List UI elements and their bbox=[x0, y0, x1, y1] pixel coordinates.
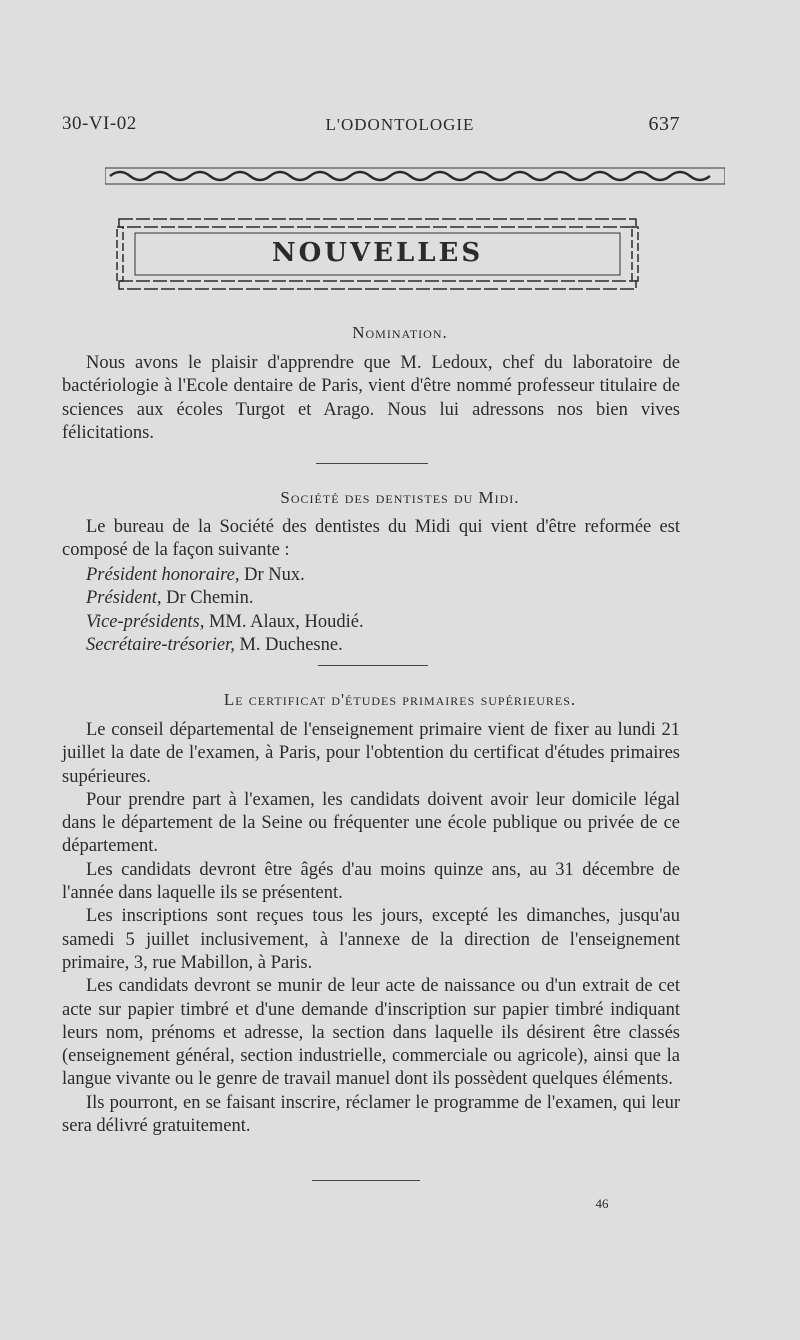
certificat-paragraph: Ils pourront, en se faisant inscrire, réclamer le programme de l'examen, qui leur sera délivré gratuitement. bbox=[62, 1092, 680, 1137]
member-list bbox=[62, 564, 680, 657]
running-header-title: L'ODONTOLOGIE bbox=[325, 115, 475, 134]
member-item: Secrétaire-trésorier, M. Duchesne. bbox=[86, 634, 343, 655]
heading-nomination: Nomination. bbox=[352, 323, 448, 342]
member-item: Président honoraire, Dr Nux. bbox=[86, 565, 305, 585]
certificat-paragraph: Les candidats devront être âgés d'au moins quinze ans, au 31 décembre de l'année dans laquelle ils se présentent. bbox=[62, 859, 680, 904]
societe-intro: Le bureau de la Société des dentistes du Midi qui vient d'être reformée est composé de la façon suivante : bbox=[62, 517, 680, 561]
heading-societe: Société des dentistes du Midi. bbox=[280, 488, 520, 507]
signature-number: 46 bbox=[595, 1196, 609, 1211]
certificat-paragraph: Les candidats devront se munir de leur acte de naissance ou d'un extrait de cet acte sur papier timbré et d'une demande d'inscription sur papier timbré indiquant leurs nom, prénoms et adresse, la section dans laquelle ils désirent être classés (enseignement général, section industrielle, commerciale ou agricole), ainsi que la langue vivante ou le genre de travail manuel dont ils possèdent quelques éléments. bbox=[62, 976, 680, 1090]
paragraph-societe bbox=[62, 516, 680, 563]
nomination-text: Nous avons le plaisir d'apprendre que M. Ledoux, chef du laboratoire de bactériologie à l'Ecole dentaire de Paris, vient d'être nommé professeur titulaire de sciences aux écoles Turgot et Arago. Nous lui adressons nos bien vives félicitations. bbox=[62, 353, 680, 443]
member-item: Vice-présidents, MM. Alaux, Houdié. bbox=[86, 611, 364, 632]
certificat-paragraph: Pour prendre part à l'examen, les candidats doivent avoir leur domicile légal dans le département de la Seine ou fréquenter une école publique ou privée de ce département. bbox=[62, 789, 680, 857]
section-banner-title: NOUVELLES bbox=[271, 238, 484, 268]
paragraphs-certificat bbox=[62, 719, 680, 1138]
divider bbox=[316, 463, 428, 464]
heading-certificat: Le certificat d'études primaires supérieures. bbox=[223, 690, 577, 709]
certificat-paragraph: Le conseil départemental de l'enseignement primaire vient de fixer au lundi 21 juillet la date de l'examen, à Paris, pour l'obtention du certificat d'études primaires supérieures. bbox=[62, 720, 680, 787]
paragraph-nomination bbox=[62, 352, 680, 445]
divider bbox=[318, 665, 428, 666]
running-header-date: 30-VI-02 bbox=[62, 113, 137, 134]
member-item: Président, Dr Chemin. bbox=[86, 588, 254, 609]
ornamental-band bbox=[105, 166, 725, 186]
page-number: 637 bbox=[648, 113, 680, 135]
certificat-paragraph: Les inscriptions sont reçues tous les jours, excepté les dimanches, jusqu'au samedi 5 juillet inclusivement, à l'annexe de la direction de l'enseignement primaire, 3, rue Mabillon, à Paris. bbox=[62, 906, 680, 973]
divider bbox=[312, 1180, 420, 1181]
